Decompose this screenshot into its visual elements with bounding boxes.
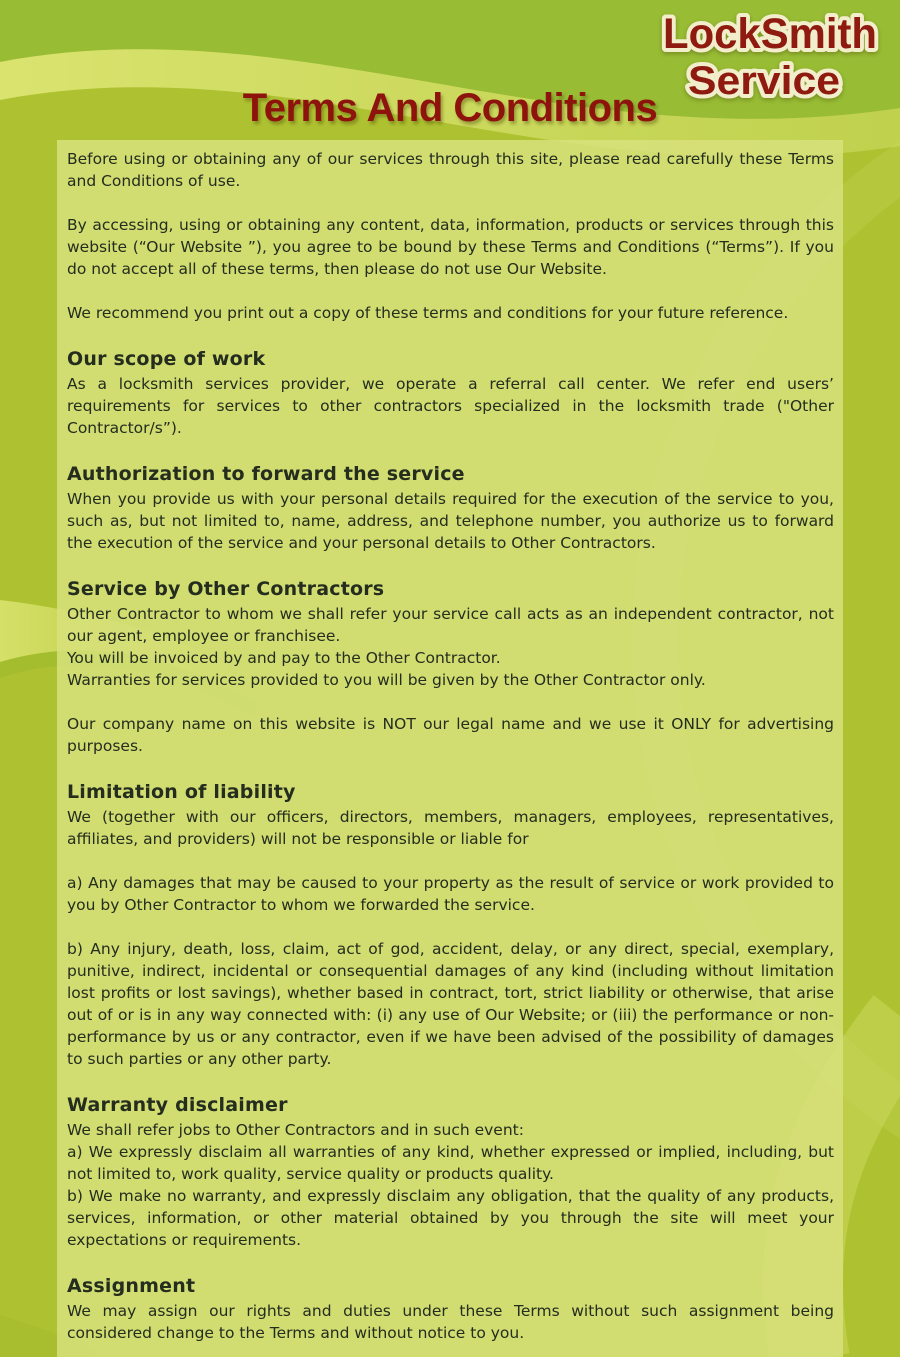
logo-line2: Service <box>688 59 840 103</box>
terms-paragraph-warranties: Warranties for services provided to you will be given by the Other Contractor only. <box>67 671 706 689</box>
terms-panel <box>57 140 843 1357</box>
section-heading-service-by-other-contractors: Service by Other Contractors <box>67 578 385 600</box>
section-heading-limitation-of-liability: Limitation of liability <box>67 781 296 803</box>
terms-paragraph-warranty-b: b) We make no warranty, and expressly disclaim any obligation, that the quality of any products, services, information, or other material obtained by you through the site will meet your expectations or requirements. <box>67 1187 834 1249</box>
terms-paragraph-liability-a: a) Any damages that may be caused to your property as the result of service or work provided to you by Other Contractor to whom we forwarded the service. <box>67 874 834 914</box>
terms-paragraph-agreement: By accessing, using or obtaining any content, data, information, products or services through this website (“Our Website ”), you agree to be bound by these Terms and Conditions (“Terms”). If you do not accept all of these terms, then please do not use Our Website. <box>67 216 834 278</box>
terms-paragraph-liability-intro: We (together with our officers, directors, members, managers, employees, representatives, affiliates, and providers) will not be responsible or liable for <box>67 808 834 848</box>
terms-paragraph-warranty-intro: We shall refer jobs to Other Contractors and in such event: <box>67 1121 524 1139</box>
terms-paragraph-company-name: Our company name on this website is NOT our legal name and we use it ONLY for advertising purposes. <box>67 715 834 755</box>
section-heading-authorization: Authorization to forward the service <box>67 463 465 485</box>
section-heading-scope-of-work: Our scope of work <box>67 348 266 370</box>
terms-paragraph-liability-b: b) Any injury, death, loss, claim, act of god, accident, delay, or any direct, special, exemplary, punitive, indirect, incidental or consequential damages of any kind (including without limitation lost profits or lost savings), whether based in contract, tort, strict liability or otherwise, that arise out of or is in any way connected with: (i) any use of Our Website; or (iii) the performance or non-performance by us or any contractor, even if we have been advised of the possibility of damages to such parties or any other party. <box>67 940 834 1068</box>
terms-paragraph-warranty-a: a) We expressly disclaim all warranties of any kind, whether expressed or implied, including, but not limited to, work quality, service quality or products quality. <box>67 1143 834 1183</box>
section-heading-assignment: Assignment <box>67 1275 196 1297</box>
terms-paragraph-invoiced: You will be invoiced by and pay to the Other Contractor. <box>67 649 501 667</box>
terms-paragraph-authorization: When you provide us with your personal details required for the execution of the service to you, such as, but not limited to, name, address, and telephone number, you authorize us to forward the execution of the service and your personal details to Other Contractors. <box>67 490 834 552</box>
section-heading-warranty-disclaimer: Warranty disclaimer <box>67 1094 288 1116</box>
page-title: Terms And Conditions <box>242 86 658 130</box>
terms-paragraph-print-copy: We recommend you print out a copy of these terms and conditions for your future reference. <box>67 304 789 322</box>
terms-paragraph-independent-contractor: Other Contractor to whom we shall refer your service call acts as an independent contractor, not our agent, employee or franchisee. <box>67 605 834 645</box>
terms-paragraph-assignment: We may assign our rights and duties under these Terms without such assignment being considered change to the Terms and without notice to you. <box>67 1302 834 1342</box>
terms-paragraph-intro: Before using or obtaining any of our services through this site, please read carefully these Terms and Conditions of use. <box>67 150 834 190</box>
terms-paragraph-scope: As a locksmith services provider, we operate a referral call center. We refer end users’ requirements for services to other contractors specialized in the locksmith trade ("Other Contractor/s”). <box>67 375 834 437</box>
logo-line1: LockSmith <box>663 10 877 58</box>
